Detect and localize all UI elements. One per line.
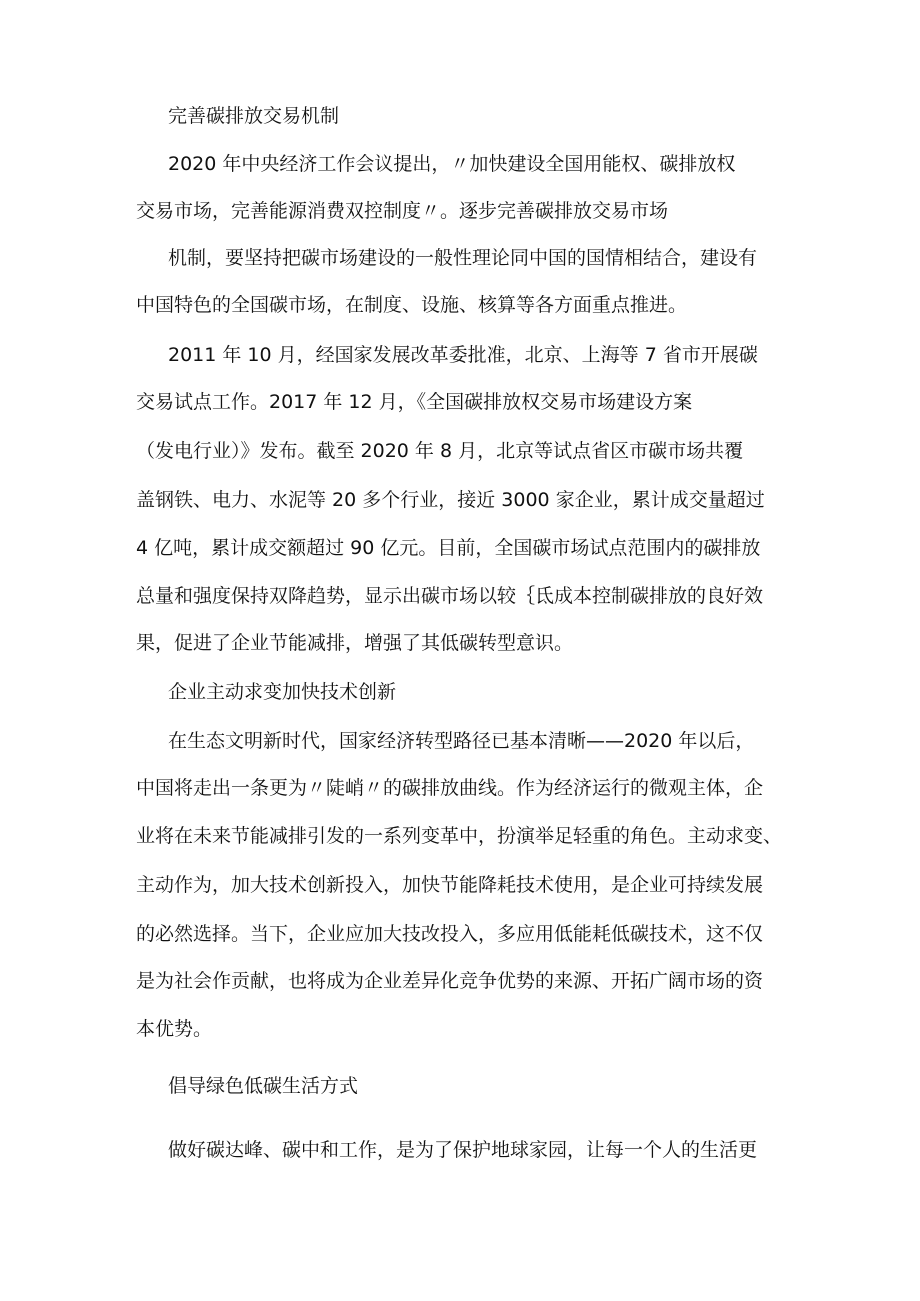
paragraph-line: 果，促进了企业节能减排，增强了其低碳转型意识。 xyxy=(136,632,574,654)
paragraph-line: 中国将走出一条更为〃陡峭〃的碳排放曲线。作为经济运行的微观主体，企 xyxy=(136,777,764,799)
paragraph-line: 业将在未来节能减排引发的一系列变革中，扮演举足轻重的角色。主动求变、 xyxy=(136,825,783,847)
paragraph-line: 是为社会作贡献，也将成为企业差异化竞争优势的来源、开拓广阔市场的资 xyxy=(136,970,764,992)
paragraph-line: 总量和强度保持双降趋势，显示出碳市场以较｛氐成本控制碳排放的良好效 xyxy=(136,585,764,607)
paragraph-line: 在生态文明新时代，国家经济转型路径已基本清晰——2020 年以后， xyxy=(168,730,755,752)
section-heading-tech-innovation: 企业主动求变加快技术创新 xyxy=(168,681,397,703)
paragraph-line: 主动作为，加大技术创新投入，加快节能降耗技术使用，是企业可持续发展 xyxy=(136,874,764,896)
paragraph-line: 交易试点工作。2017 年 12 月，《全国碳排放权交易市场建设方案 xyxy=(136,391,693,413)
paragraph-line: 4 亿吨，累计成交额超过 90 亿元。目前，全国碳市场试点范围内的碳排放 xyxy=(136,537,761,559)
paragraph-line: 中国特色的全国碳市场，在制度、设施、核算等各方面重点推进。 xyxy=(136,294,688,316)
paragraph-line: 2020 年中央经济工作会议提出，〃加快建设全国用能权、碳排放权 xyxy=(168,153,736,175)
paragraph-line: 盖钢铁、电力、水泥等 20 多个行业，接近 3000 家企业，累计成交量超过 xyxy=(136,489,765,511)
paragraph-line: 交易市场，完善能源消费双控制度〃。逐步完善碳排放交易市场 xyxy=(136,200,669,222)
paragraph-line: 机制，要坚持把碳市场建设的一般性理论同中国的国情相结合，建设有 xyxy=(168,247,758,269)
paragraph-line: 的必然选择。当下，企业应加大技改投入，多应用低能耗低碳技术，这不仅 xyxy=(136,923,764,945)
paragraph-line: （发电行业）》发布。截至 2020 年 8 月，北京等试点省区市碳市场共覆 xyxy=(136,440,744,462)
paragraph-line: 2011 年 10 月，经国家发展改革委批准，北京、上海等 7 省市开展碳 xyxy=(168,344,758,366)
section-heading-green-lifestyle: 倡导绿色低碳生活方式 xyxy=(168,1075,359,1097)
paragraph-line: 做好碳达峰、碳中和工作，是为了保护地球家园，让每一个人的生活更 xyxy=(168,1139,758,1161)
paragraph-line: 本优势。 xyxy=(136,1018,213,1040)
section-heading-carbon-trading: 完善碳排放交易机制 xyxy=(168,105,340,127)
